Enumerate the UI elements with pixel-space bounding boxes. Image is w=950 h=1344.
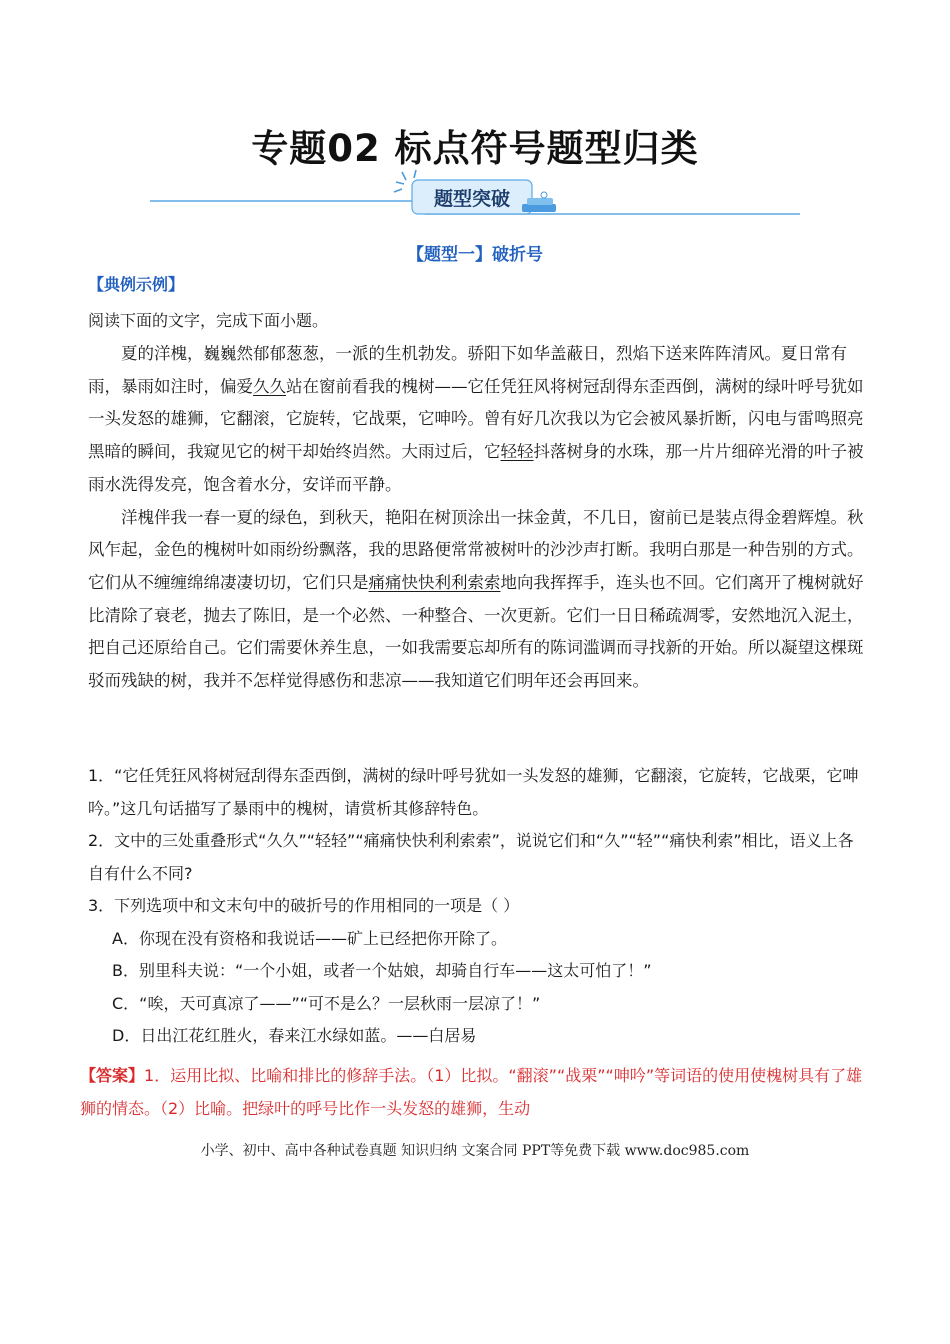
option-c: C．“唉，天可真凉了——”“可不是么？一层秋雨一层凉了！” [112, 993, 541, 1013]
instruction: 阅读下面的文字，完成下面小题。 [88, 311, 329, 330]
passage-paragraph-1 [88, 338, 868, 502]
banner-text: 题型突破 [433, 188, 511, 210]
passage-text: 抖落树身的水珠，那一片片细碎光滑的叶子被雨水洗得发亮，饱含着水分，安详而平静。 [88, 442, 864, 494]
page-footer: 小学、初中、高中各种试卷真题 知识归纳 文案合同 PPT等免费下载 www.doc985.com [200, 1143, 750, 1159]
reading-passage [88, 338, 868, 698]
question-2: 2．文中的三处重叠形式“久久”“轻轻”“痛痛快快利利索索”，说说它们和“久”“轻”“痛快利索”相比，语义上各自有什么不同? [88, 831, 854, 883]
underlined-phrase: 久久 [253, 376, 286, 396]
section-title: 【题型一】破折号 [407, 245, 543, 265]
passage-text: 地向我挥挥手，连头也不回。它们离开了槐树就好比清除了衰老，抛去了陈旧，是一个必然、一种整合、一次更新。它们一日日稀疏凋零，安然地沉入泥土，把自己还原给自己。它们需要休养生息，一如我需要忘却所有的陈词滥调而寻找新的开始。所以凝望这棵斑驳而残缺的树，我并不怎样觉得感伤和悲凉——我知道它们明年还会再回来。 [88, 572, 864, 691]
question-3: 3．下列选项中和文末句中的破折号的作用相同的一项是（ ） [88, 896, 520, 915]
example-label: 【典例示例】 [88, 275, 185, 294]
option-a: A．你现在没有资格和我说话——矿上已经把你开除了。 [112, 928, 507, 948]
section-banner [150, 168, 800, 224]
page-title: 专题02 标点符号题型归类 [251, 127, 699, 170]
question-1: 1．“它任凭狂风将树冠刮得东歪西倒，满树的绿叶呼号犹如一头发怒的雄狮，它翻滚，它旋转，它战栗，它呻吟。”这几句话描写了暴雨中的槐树，请赏析其修辞特色。 [88, 766, 859, 818]
passage-text: 站在窗前看我的槐树——它任凭狂风将树冠刮得东歪西倒，满树的绿叶呼号犹如一头发怒的雄狮，它翻滚，它旋转，它战栗，它呻吟。曾有好几次我以为它会被风暴折断，闪电与雷鸣照亮黑暗的瞬间，我窥见它的树干却始终岿然。大雨过后，它 [88, 376, 864, 462]
question-list [88, 760, 868, 1053]
answer-text: 1．运用比拟、比喻和排比的修辞手法。（1）比拟。“翻滚”“战栗”“呻吟”等词语的使用使槐树具有了雄狮的情态。（2）比喻。把绿叶的呼号比作一头发怒的雄狮，生动 [80, 1066, 863, 1118]
option-d: D．日出江花红胜火，春来江水绿如蓝。——白居易 [112, 1026, 477, 1045]
underlined-phrase: 轻轻 [500, 442, 534, 462]
passage-text: 夏的洋槐，巍巍然郁郁葱葱，一派的生机勃发。骄阳下如华盖蔽日，烈焰下送来阵阵清风。夏日常有雨，暴雨如注时，偏爱 [88, 344, 847, 396]
option-b: B．别里科夫说：“一个小姐，或者一个姑娘，却骑自行车——这太可怕了！” [112, 961, 652, 980]
answer-label: 【答案】 [80, 1066, 145, 1085]
answer-block [80, 1060, 870, 1125]
passage-text: 洋槐伴我一春一夏的绿色，到秋天，艳阳在树顶涂出一抹金黄，不几日，窗前已是装点得金碧辉煌。秋风乍起，金色的槐树叶如雨纷纷飘落，我的思路便常常被树叶的沙沙声打断。我明白那是一种告别的方式。它们从不缠缠绵绵凄凄切切，它们只是 [88, 507, 864, 592]
underlined-phrase: 痛痛快快利利索索 [368, 572, 501, 592]
passage-paragraph-2 [88, 502, 868, 698]
